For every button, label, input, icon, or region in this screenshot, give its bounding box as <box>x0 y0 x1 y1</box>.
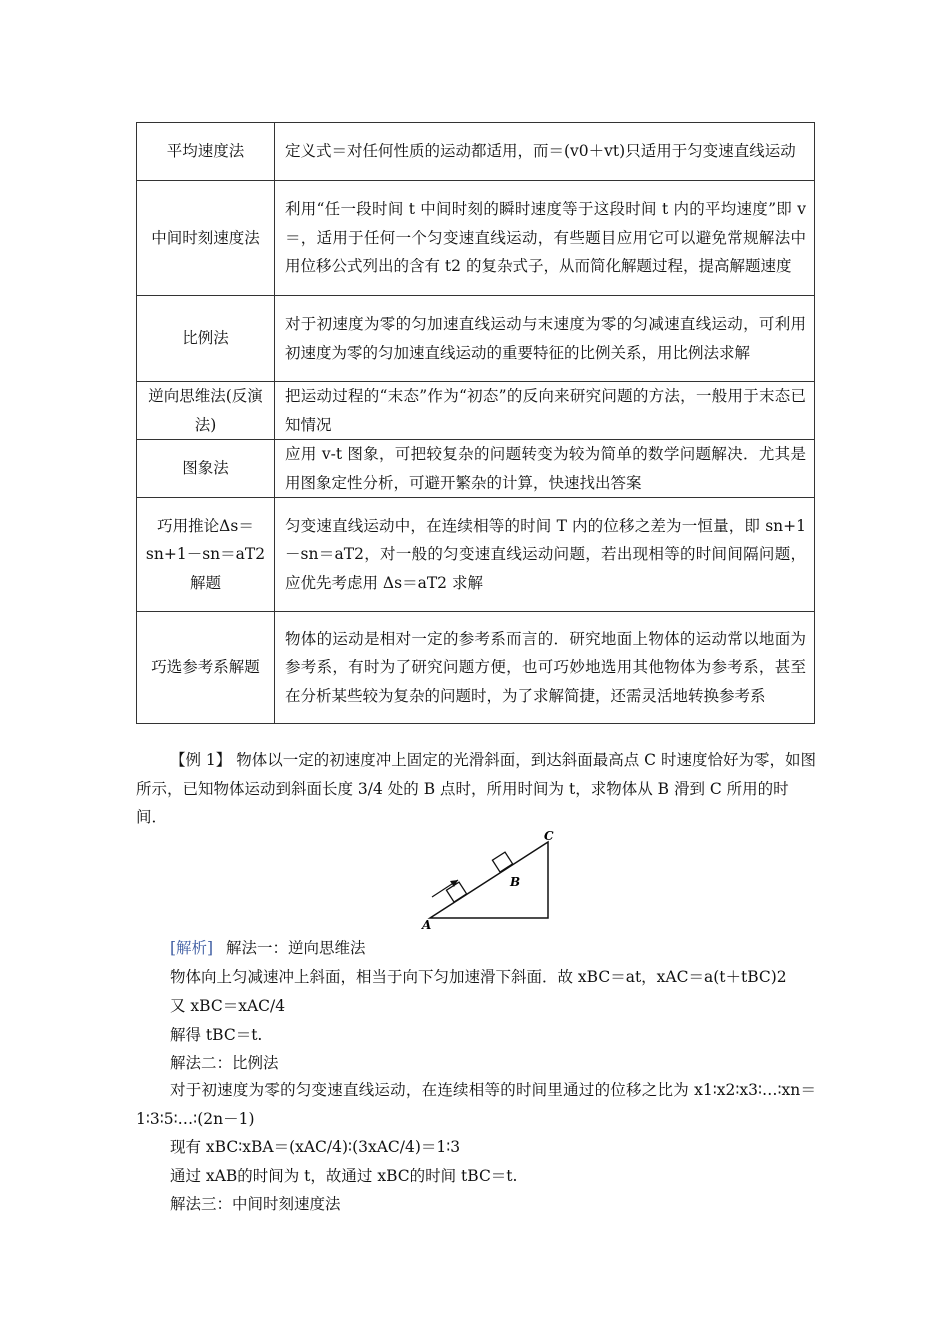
table-row <box>137 296 815 382</box>
example-label: 【例 1】 <box>170 751 232 769</box>
solution-line: 现有 xBC∶xBA＝(xAC/4)∶(3xAC/4)＝1∶3 <box>170 1138 461 1156</box>
method-name: 逆向思维法(反演法) <box>137 382 275 440</box>
method-desc: 物体的运动是相对一定的参考系而言的．研究地面上物体的运动常以地面为参考系，有时为了研究问题方便，也可巧妙地选用其他物体为参考系，甚至在分析某些较为复杂的问题时，为了求解简捷，还需灵活地转换参考系 <box>275 612 815 724</box>
method-desc: 把运动过程的“末态”作为“初态”的反向来研究问题的方法，一般用于末态已知情况 <box>275 382 815 440</box>
example-paragraph <box>136 746 816 832</box>
method-desc: 对于初速度为零的匀加速直线运动与末速度为零的匀减速直线运动，可利用初速度为零的匀加速直线运动的重要特征的比例关系，用比例法求解 <box>275 296 815 382</box>
table-row <box>137 181 815 296</box>
method-desc: 定义式＝对任何性质的运动都适用，而＝(v0＋vt)只适用于匀变速直线运动 <box>275 123 815 181</box>
solution-line: 解得 tBC＝t. <box>170 1026 263 1044</box>
solution-header <box>170 934 366 962</box>
block-upper <box>492 852 512 872</box>
method-desc: 利用“任一段时间 t 中间时刻的瞬时速度等于这段时间 t 内的平均速度”即 v＝，适用于任何一个匀变速直线运动，有些题目应用它可以避免常规解法中用位移公式列出的含有 t2 的复杂式子，从而简化解题过程，提高解题速度 <box>275 181 815 296</box>
solution-line: 物体向上匀减速冲上斜面，相当于向下匀加速滑下斜面．故 xBC＝at，xAC＝a(t＋tBC)2 <box>170 968 787 986</box>
method-desc: 应用 v-t 图象，可把较复杂的问题转变为较为简单的数学问题解决．尤其是用图象定性分析，可避开繁杂的计算，快速找出答案 <box>275 440 815 498</box>
table-row <box>137 612 815 724</box>
table-row <box>137 123 815 181</box>
method1-title: 解法一：逆向思维法 <box>226 939 366 957</box>
table-row <box>137 498 815 612</box>
solution-label: [解析] <box>170 939 214 957</box>
example-text: 物体以一定的初速度冲上固定的光滑斜面，到达斜面最高点 C 时速度恰好为零，如图所示，已知物体运动到斜面长度 3/4 处的 B 点时，所用时间为 t，求物体从 B 滑到 C 所用的时间． <box>136 751 816 826</box>
methods-table <box>136 122 815 724</box>
method-name: 比例法 <box>137 296 275 382</box>
method-name: 中间时刻速度法 <box>137 181 275 296</box>
method-name: 巧选参考系解题 <box>137 612 275 724</box>
method2-title: 解法二：比例法 <box>170 1054 279 1072</box>
method3-title: 解法三：中间时刻速度法 <box>170 1195 341 1213</box>
point-c-label: C <box>544 829 554 843</box>
method-name: 图象法 <box>137 440 275 498</box>
incline-diagram <box>420 828 560 932</box>
method-name: 巧用推论Δs＝sn+1－sn＝aT2解题 <box>137 498 275 612</box>
method-name: 平均速度法 <box>137 123 275 181</box>
incline-triangle <box>430 842 548 918</box>
solution-line: 又 xBC＝xAC/4 <box>170 997 286 1015</box>
point-a-label: A <box>422 918 432 932</box>
point-b-label: B <box>510 875 521 889</box>
table-row <box>137 382 815 440</box>
table-row <box>137 440 815 498</box>
solution-paragraph: 对于初速度为零的匀变速直线运动，在连续相等的时间里通过的位移之比为 x1∶x2∶x3∶…∶xn＝1∶3∶5∶…∶(2n－1) <box>136 1081 816 1128</box>
method-desc: 匀变速直线运动中，在连续相等的时间 T 内的位移之差为一恒量，即 sn+1－sn＝aT2，对一般的匀变速直线运动问题，若出现相等的时间间隔问题，应优先考虑用 Δs＝aT2 求解 <box>275 498 815 612</box>
solution-line: 通过 xAB的时间为 t，故通过 xBC的时间 tBC＝t. <box>170 1167 518 1185</box>
